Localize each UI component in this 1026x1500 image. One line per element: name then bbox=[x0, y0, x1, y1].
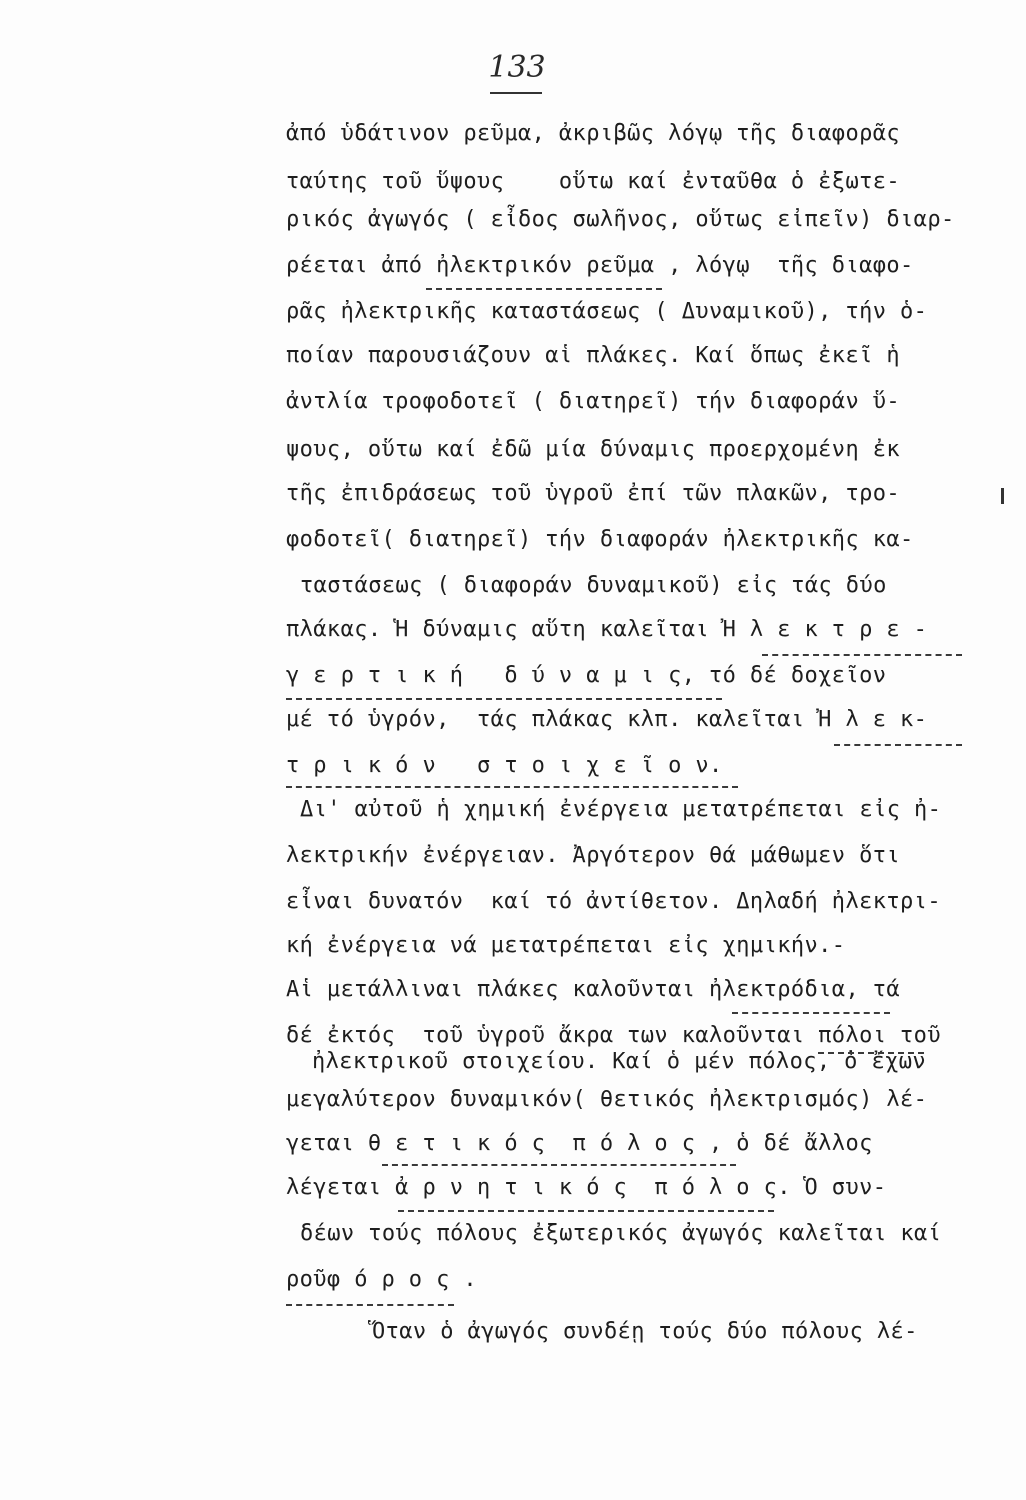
text-line: γεται θ ε τ ι κ ό ς π ό λ ο ς , ὁ δέ ἄλλος bbox=[286, 1131, 873, 1156]
text-line: ροῦφ ό ρ ο ς . bbox=[286, 1267, 478, 1292]
text-line: μεγαλύτερον δυναμικόν( θετικός ἠλεκτρισμός) λέ- bbox=[286, 1087, 928, 1112]
text-line: ποίαν παρουσιάζουν αἱ πλάκες. Καί ὅπως ἐκεῖ ἡ bbox=[286, 343, 901, 368]
underline bbox=[286, 698, 722, 700]
text-line: Δι' αὐτοῦ ἡ χημική ἐνέργεια μετατρέπεται εἰς ἠ- bbox=[300, 797, 942, 822]
underline bbox=[398, 1210, 774, 1212]
text-line: ἀπό ὑδάτινον ρεῦμα, ἀκριβῶς λόγῳ τῆς διαφορᾶς bbox=[286, 121, 901, 146]
text-line: ταύτης τοῦ ὕψους οὕτω καί ἐνταῦθα ὁ ἐξωτε- bbox=[286, 169, 901, 194]
text-line: δέων τούς πόλους ἐξωτερικός ἀγωγός καλεῖται καί bbox=[300, 1221, 942, 1246]
underline bbox=[834, 744, 962, 746]
text-line: ταστάσεως ( διαφοράν δυναμικοῦ) εἰς τάς δύο bbox=[300, 573, 887, 598]
text-line: κή ἐνέργεια νά μετατρέπεται εἰς χημικήν.- bbox=[286, 933, 846, 958]
text-line: Ὅταν ὁ ἀγωγός συνδέῃ τούς δύο πόλους λέ- bbox=[372, 1319, 918, 1344]
underline bbox=[762, 654, 962, 656]
text-line: ρᾶς ἠλεκτρικῆς καταστάσεως ( Δυναμικοῦ), τήν ὁ- bbox=[286, 299, 928, 324]
text-line: πλάκας. Ἡ δύναμις αὕτη καλεῖται Ἠ λ ε κ τ ρ ε - bbox=[286, 617, 928, 642]
text-line: γ ε ρ τ ι κ ή δ ύ ν α μ ι ς, τό δέ δοχεῖον bbox=[286, 663, 887, 688]
text-line: φοδοτεῖ( διατηρεῖ) τήν διαφοράν ἠλεκτρικῆς κα- bbox=[286, 527, 914, 552]
text-line: ρέεται ἀπό ἠλεκτρικόν ρεῦμα , λόγῳ τῆς διαφο- bbox=[286, 253, 914, 278]
text-line: τ ρ ι κ ό ν σ τ ο ι χ ε ῖ ο ν. bbox=[286, 753, 723, 778]
text-line: ἠλεκτρικοῦ στοιχείου. Καί ὁ μέν πόλος, ὁ ἔχων bbox=[312, 1049, 927, 1074]
text-line: μέ τό ὑγρόν, τάς πλάκας κλπ. καλεῖται Ἠ λ ε κ- bbox=[286, 707, 928, 732]
text-line: λεκτρικήν ἐνέργειαν. Ἀργότερον θά μάθωμεν ὅτι bbox=[286, 843, 901, 868]
text-line: τῆς ἐπιδράσεως τοῦ ὑγροῦ ἐπί τῶν πλακῶν, τρο- bbox=[286, 481, 901, 506]
underline bbox=[818, 1052, 924, 1054]
text-line: ψους, οὕτω καί ἐδῶ μία δύναμις προερχομένη ἐκ bbox=[286, 437, 901, 462]
underline bbox=[732, 1012, 890, 1014]
underline bbox=[426, 288, 662, 290]
page-number: 133 bbox=[488, 50, 546, 85]
text-line: εἶναι δυνατόν καί τό ἀντίθετον. Δηλαδή ἠλεκτρι- bbox=[286, 889, 941, 914]
underline bbox=[286, 786, 738, 788]
text-line: Αἱ μετάλλιναι πλάκες καλοῦνται ἠλεκτρόδια, τά bbox=[286, 977, 901, 1002]
text-line: λέγεται ἀ ρ ν η τ ι κ ό ς π ό λ ο ς. Ὁ συν- bbox=[286, 1175, 887, 1200]
text-line: δέ ἐκτός τοῦ ὑγροῦ ἄκρα των καλοῦνται πόλοι τοῦ bbox=[286, 1023, 941, 1048]
underline bbox=[286, 1304, 454, 1306]
text-line: ρικός ἀγωγός ( εἶδος σωλῆνος, οὕτως εἰπεῖν) διαρ- bbox=[286, 207, 955, 232]
text-line: ἀντλία τροφοδοτεῖ ( διατηρεῖ) τήν διαφοράν ὕ- bbox=[286, 389, 901, 414]
underline bbox=[382, 1164, 736, 1166]
